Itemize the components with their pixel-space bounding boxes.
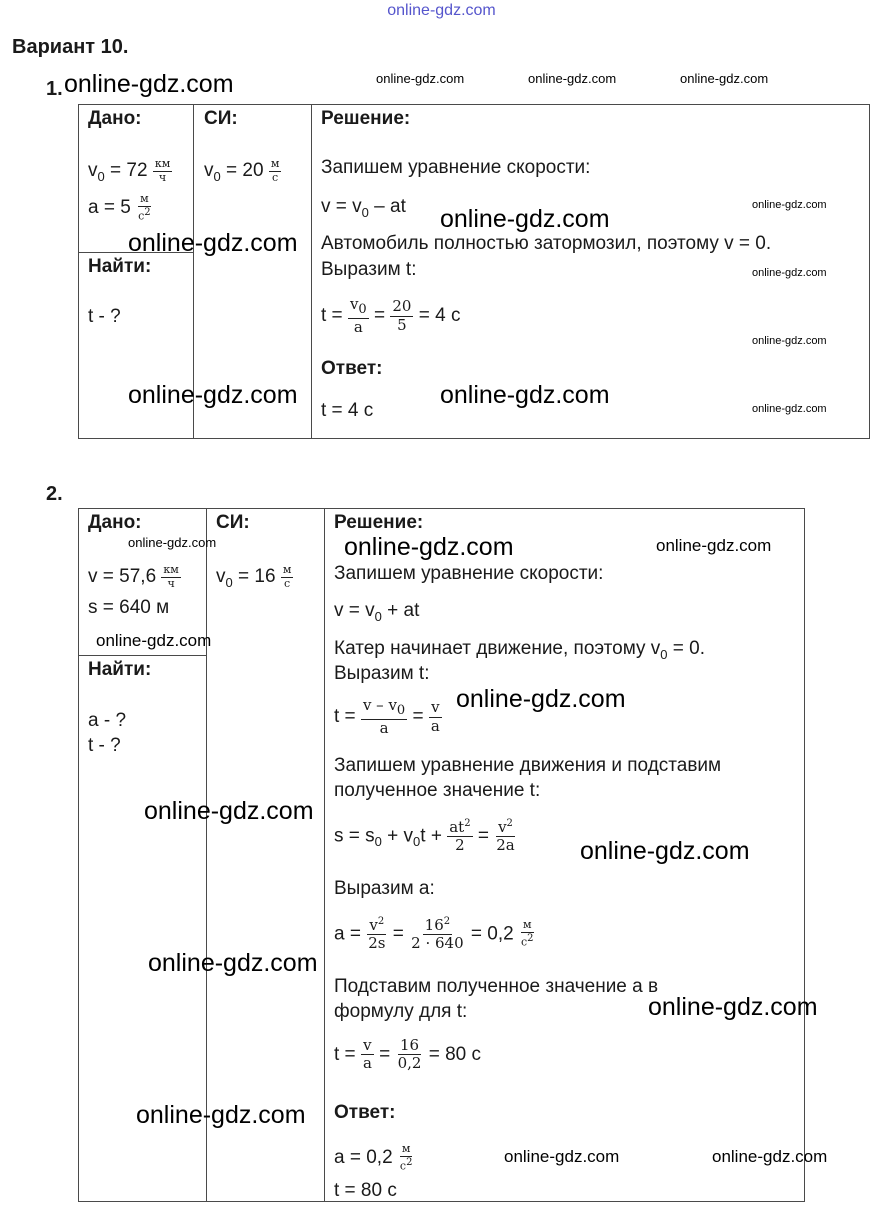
solution-line: Выразим t: (334, 663, 430, 684)
equation-t: t = $\frac{v - v_0}{a}$ = $\frac{v}{a}$ (334, 696, 440, 737)
given-s: s = 640 м (88, 597, 170, 618)
si-v0: $v_0 = 20$ $\frac{м}{с}$ (204, 157, 280, 184)
watermark: online-gdz.com (144, 797, 314, 825)
find-value: t - ? (88, 735, 121, 756)
watermark: online-gdz.com (128, 535, 217, 550)
watermark: online-gdz.com (712, 1147, 828, 1166)
si-v0: $v_0 = 16$ $\frac{м}{с}$ (216, 563, 292, 590)
watermark: online-gdz.com (128, 229, 298, 257)
given-v0: $v_0 = 72$ $\frac{км}{ч}$ (88, 157, 171, 184)
answer-header: Ответ: (321, 358, 383, 379)
answer-a: a = 0,2 $\frac{м}{с^2}$ (334, 1142, 413, 1173)
watermark: online-gdz.com (148, 949, 318, 977)
given-header: Дано: (88, 512, 142, 533)
watermark: online-gdz.com (344, 533, 514, 561)
solution-line: Катер начинает движение, поэтому $v_0 = 0$. (334, 638, 706, 662)
solution-header: Решение: (321, 108, 411, 129)
find-value: t - ? (88, 306, 121, 327)
given-header: Дано: (88, 108, 142, 129)
equation-motion: $s = s_0 + v_0t$ + $\frac{at^2}{2}$ = $\frac{v^2}{2a}$ (334, 818, 515, 855)
equation-t: t = $\frac{v_0}{a}$ = $\frac{20}{5}$ = 4 с (321, 295, 461, 336)
watermark: online-gdz.com (128, 381, 298, 409)
watermark: online-gdz.com (580, 837, 750, 865)
top-watermark: online-gdz.com (387, 2, 496, 19)
answer-header: Ответ: (334, 1102, 396, 1123)
solution-line: формулу для t: (334, 1001, 468, 1022)
watermark: online-gdz.com (752, 335, 827, 347)
solution-line: Подставим полученное значение a в (334, 976, 659, 997)
solution-header: Решение: (334, 512, 424, 533)
solution-line: Выразим a: (334, 878, 435, 899)
watermark: online-gdz.com (752, 403, 827, 415)
watermark: online-gdz.com (680, 71, 769, 86)
solution-line: Автомобиль полностью затормозил, поэтому v = 0. (321, 233, 772, 254)
watermark: online-gdz.com (648, 993, 818, 1021)
watermark: online-gdz.com (656, 536, 772, 555)
answer-value: t = 4 с (321, 400, 374, 421)
solution-line: полученное значение t: (334, 780, 541, 801)
watermark: online-gdz.com (376, 71, 465, 86)
watermark: online-gdz.com (64, 70, 234, 98)
equation-t-final: t = $\frac{v}{a}$ = $\frac{16}{0,2}$ = 80 с (334, 1036, 481, 1073)
solution-line: Выразим t: (321, 259, 417, 280)
equation-velocity: $v = v_0$ + at (334, 600, 420, 624)
find-header: Найти: (88, 256, 152, 277)
watermark: online-gdz.com (440, 381, 610, 409)
find-header: Найти: (88, 659, 152, 680)
problem-2-number: 2. (46, 483, 63, 505)
problem-1-number: 1. (46, 78, 63, 100)
watermark: online-gdz.com (752, 267, 827, 279)
given-a: a = 5 $\frac{м}{с^2}$ (88, 192, 151, 223)
si-header: СИ: (216, 512, 250, 533)
watermark: online-gdz.com (136, 1101, 306, 1129)
equation-velocity: $v = v_0$ – at (321, 196, 406, 220)
watermark: online-gdz.com (96, 631, 212, 650)
watermark: online-gdz.com (752, 199, 827, 211)
equation-a: a = $\frac{v^2}{2s}$ = $\frac{16^2}{2 \cdot 640}$ = 0,2 $\frac{м}{с^2}$ (334, 916, 534, 953)
variant-title: Вариант 10. (12, 36, 129, 58)
watermark: online-gdz.com (528, 71, 617, 86)
si-header: СИ: (204, 108, 238, 129)
solution-line: Запишем уравнение скорости: (334, 563, 604, 584)
watermark: online-gdz.com (504, 1147, 620, 1166)
answer-t: t = 80 с (334, 1180, 397, 1201)
solution-line: Запишем уравнение движения и подставим (334, 755, 722, 776)
watermark: online-gdz.com (440, 205, 610, 233)
find-value: a - ? (88, 710, 127, 731)
watermark: online-gdz.com (456, 685, 626, 713)
given-v: v = 57,6 $\frac{км}{ч}$ (88, 563, 179, 590)
solution-line: Запишем уравнение скорости: (321, 157, 591, 178)
